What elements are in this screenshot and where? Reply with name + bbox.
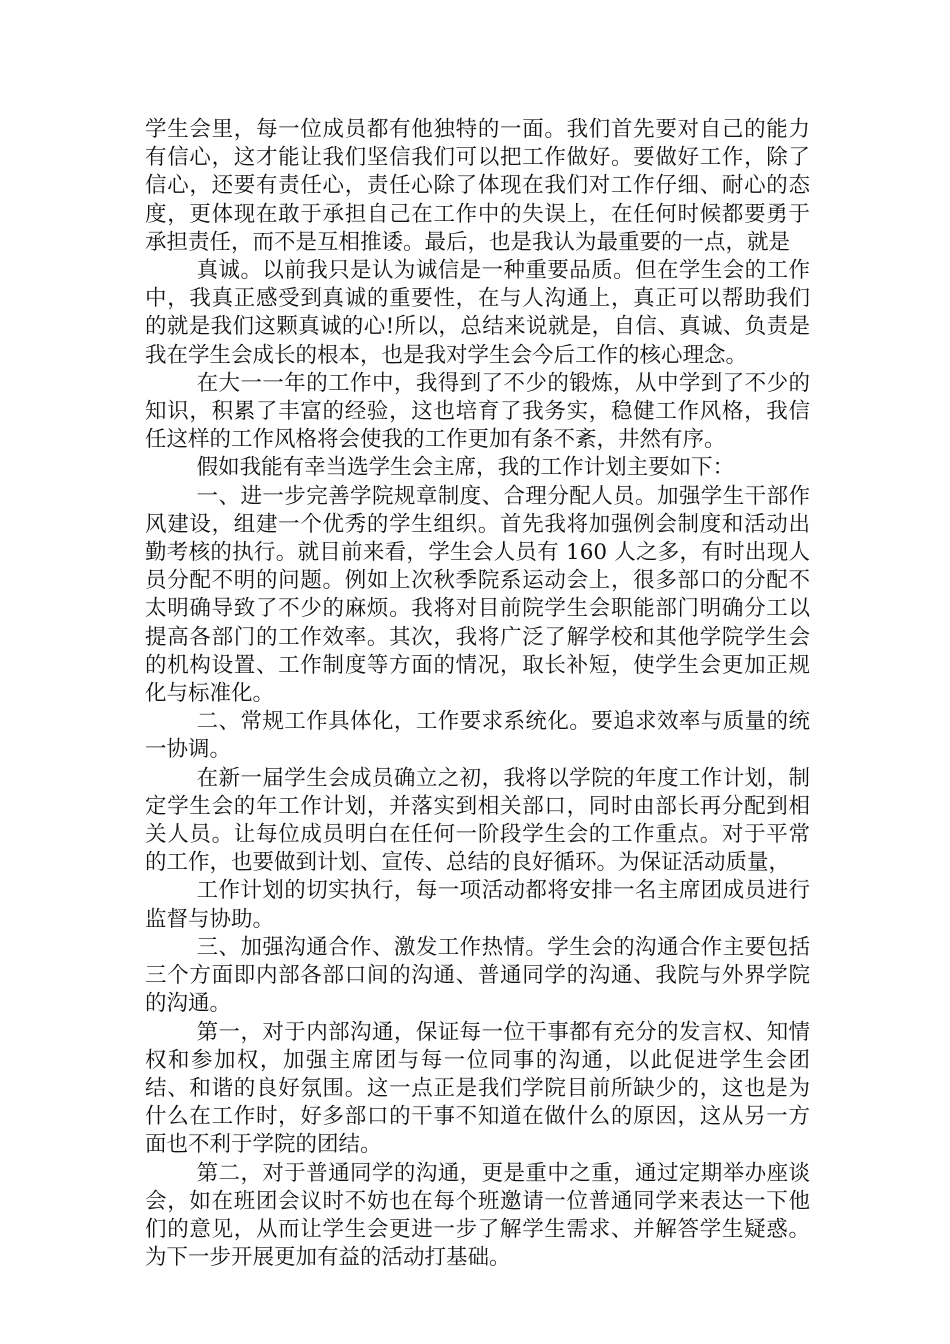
paragraph: 真诚。以前我只是认为诚信是一种重要品质。但在学生会的工作中，我真正感受到真诚的重要性，在与人沟通上，真正可以帮助我们的就是我们这颗真诚的心!所以，总结来说就是，自信、真诚、负责是我在学生会成长的根本，也是我对学生会今后工作的核心理念。 (145, 258, 810, 368)
paragraph: 假如我能有幸当选学生会主席，我的工作计划主要如下： (196, 455, 735, 481)
paragraph: 学生会里，每一位成员都有他独特的一面。我们首先要对自己的能力有信心，这才能让我们坚信我们可以把工作做好。要做好工作，除了信心，还要有责任心，责任心除了体现在我们对工作仔细、耐心的态度，更体现在敢于承担自己在工作中的失误上，在任何时候都要勇于承担责任，而不是互相推诿。最后，也是我认为最重要的一点，就是 (145, 117, 810, 255)
document-body (145, 116, 810, 1272)
paragraph: 第二，对于普通同学的沟通，更是重中之重，通过定期举办座谈会，如在班团会议时不妨也在每个班邀请一位普通同学来表达一下他们的意见，从而让学生会更进一步了解学生需求、并解答学生疑惑。为下一步开展更加有益的活动打基础。 (145, 1160, 810, 1271)
paragraph: 在新一届学生会成员确立之初，我将以学院的年度工作计划，制定学生会的年工作计划，并落实到相关部口，同时由部长再分配到相关人员。让每位成员明白在任何一阶段学生会的工作重点。对于平常的工作，也要做到计划、宣传、总结的良好循环。为保证活动质量， (145, 765, 810, 876)
paragraph: 第一，对于内部沟通，保证每一位干事都有充分的发言权、知情权和参加权，加强主席团与每一位同事的沟通，以此促进学生会团结、和谐的良好氛围。这一点正是我们学院目前所缺少的，这也是为什么在工作时，好多部口的干事不知道在做什么的原因，这从另一方面也不利于学院的团结。 (145, 1019, 810, 1158)
paragraph: 在大一一年的工作中，我得到了不少的锻炼，从中学到了不少的知识，积累了丰富的经验，这也培育了我务实，稳健工作风格，我信任这样的工作风格将会使我的工作更加有条不紊，井然有序。 (145, 370, 810, 453)
paragraph: 三、加强沟通合作、激发工作热情。学生会的沟通合作主要包括三个方面即内部各部口间的沟通、普通同学的沟通、我院与外界学院的沟通。 (145, 934, 810, 1017)
paragraph: 工作计划的切实执行，每一项活动都将安排一名主席团成员进行监督与协助。 (145, 878, 810, 932)
paragraph: 一、进一步完善学院规章制度、合理分配人员。加强学生干部作风建设，组建一个优秀的学生组织。首先我将加强例会制度和活动出勤考核的执行。就目前来看，学生会人员有 160 人之多，有时出现人员分配不明的问题。例如上次秋季院系运动会上，很多部口的分配不太明确导致了不少的麻烦。我将对目前院学生会职能部门明确分工以提高各部门的工作效率。其次，我将广泛了解学校和其他学院学生会的机构设置、工作制度等方面的情况，取长补短，使学生会更加正规化与标准化。 (145, 483, 810, 707)
paragraph: 二、常规工作具体化，工作要求系统化。要追求效率与质量的统一协调。 (145, 709, 810, 763)
